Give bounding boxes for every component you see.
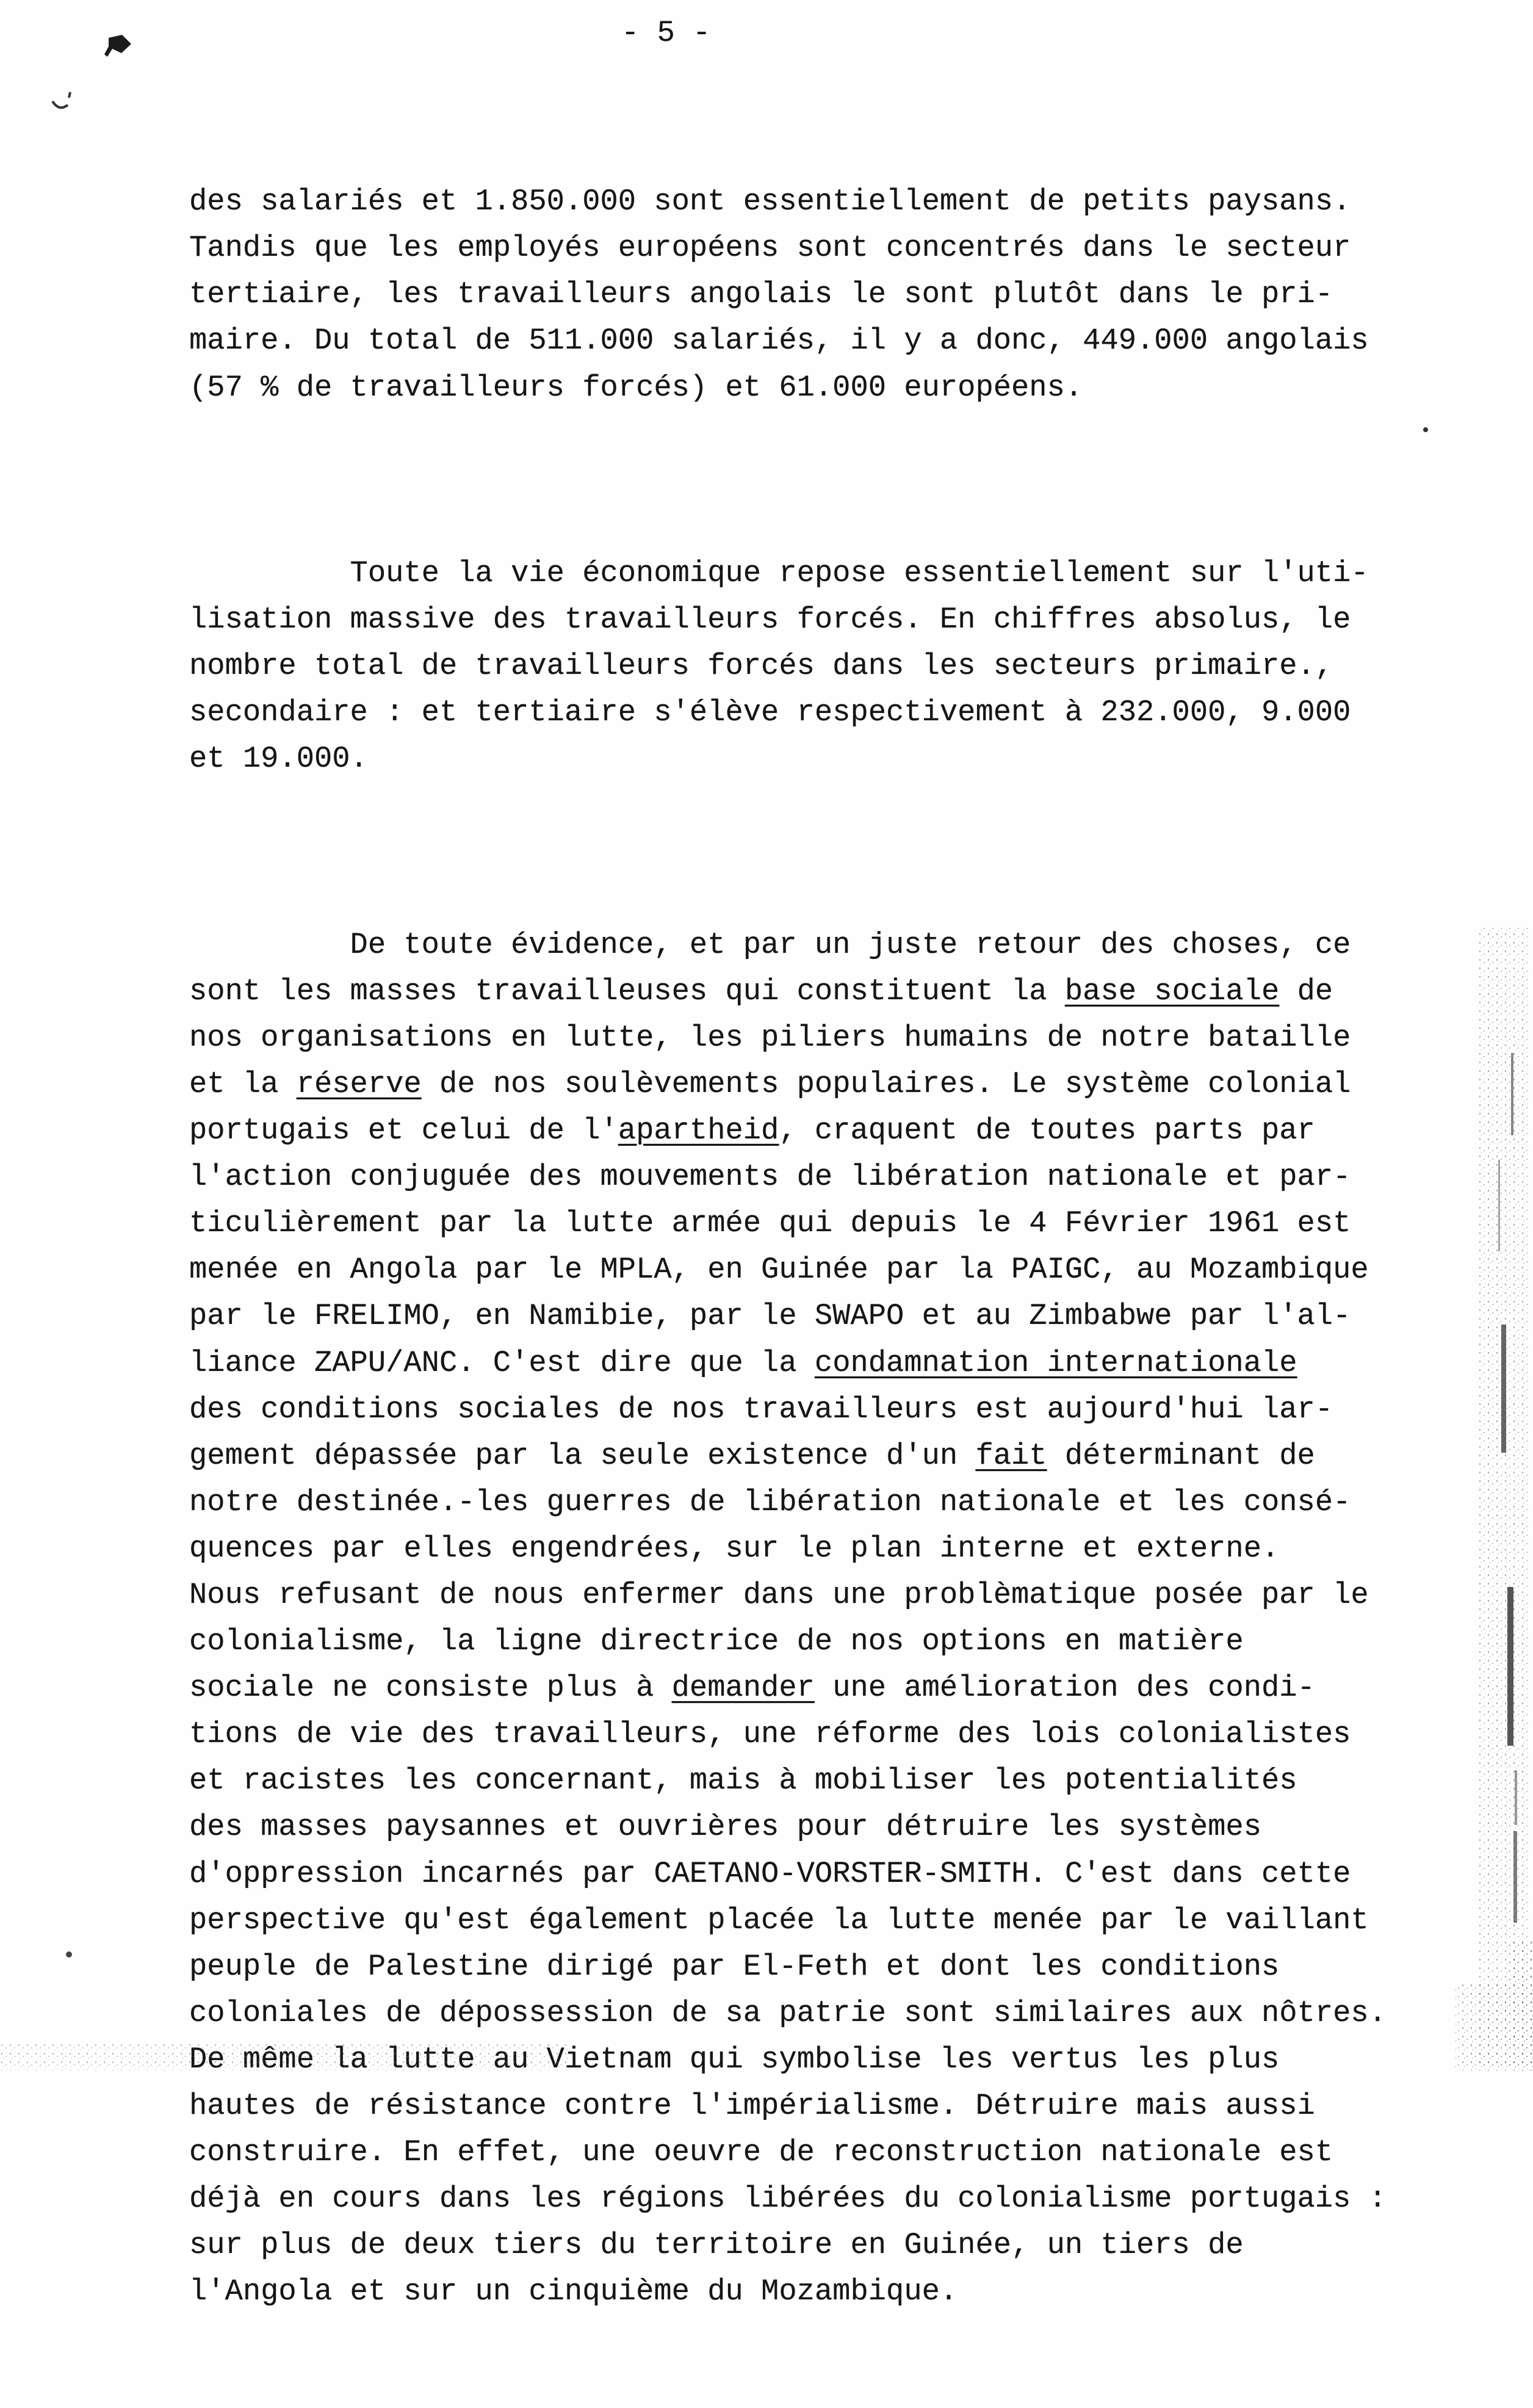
text-line [189, 1525, 1471, 1572]
text-segment: secondaire : et tertiaire s'élève respectivement à 232.000, 9.000 [189, 695, 1351, 730]
text-line [189, 1757, 1471, 1804]
text-segment: Tandis que les employés européens sont concentrés dans le secteur [189, 231, 1351, 266]
text-line [189, 271, 1471, 317]
text-segment: gement dépassée par la seule existence d'un [189, 1438, 976, 1473]
text-line [189, 1107, 1471, 1154]
text-segment: nos organisations en lutte, les piliers humains de notre bataille [189, 1020, 1351, 1055]
ink-curl-mark [52, 92, 70, 107]
text-line [189, 2036, 1471, 2083]
text-line [189, 736, 1471, 782]
text-segment: De toute évidence, et par un juste retour des choses, ce [350, 927, 1351, 962]
text-line [189, 550, 1471, 596]
text-line [189, 1061, 1471, 1107]
text-segment: (57 % de travailleurs forcés) et 61.000 européens. [189, 370, 1083, 405]
text-line [189, 317, 1471, 364]
text-line [189, 2175, 1471, 2222]
text-line [189, 922, 1471, 968]
text-segment: nombre total de travailleurs forcés dans les secteurs primaire., [189, 649, 1333, 684]
text-segment: des salariés et 1.850.000 sont essentiellement de petits paysans. [189, 184, 1351, 219]
text-line [189, 1154, 1471, 1200]
text-line [189, 1804, 1471, 1850]
text-segment: tions de vie des travailleurs, une réforme des lois colonialistes [189, 1717, 1351, 1752]
text-segment: liance ZAPU/ANC. C'est dire que la [189, 1345, 815, 1380]
text-line [189, 1200, 1471, 1246]
text-segment: sont les masses travailleuses qui constituent la [189, 974, 1065, 1008]
text-segment: menée en Angola par le MPLA, en Guinée par la PAIGC, au Mozambique [189, 1253, 1369, 1287]
paragraph [189, 922, 1471, 2315]
text-line [189, 643, 1471, 689]
text-segment: portugais et celui de l' [189, 1113, 618, 1148]
text-segment: d'oppression incarnés par CAETANO-VORSTER-SMITH. C'est dans cette [189, 1856, 1351, 1891]
text-segment: maire. Du total de 511.000 salariés, il y a donc, 449.000 angolais [189, 324, 1369, 358]
paragraph [189, 550, 1471, 782]
text-line [189, 2268, 1471, 2315]
text-segment: de [1279, 974, 1333, 1008]
text-segment: tertiaire, les travailleurs angolais le sont plutôt dans le pri- [189, 277, 1333, 312]
text-line [189, 968, 1471, 1014]
text-segment: et la [189, 1066, 297, 1101]
text-segment: coloniales de dépossession de sa patrie sont similaires aux nôtres. [189, 1995, 1387, 2030]
text-segment: notre destinée.-les guerres de libération nationale et les consé- [189, 1484, 1351, 1519]
text-line [189, 2222, 1471, 2268]
text-segment: ticulièrement par la lutte armée qui depuis le 4 Février 1961 est [189, 1206, 1351, 1241]
text-line [189, 1851, 1471, 1897]
text-line [189, 596, 1471, 643]
text-line [189, 1897, 1471, 1943]
text-segment: par le FRELIMO, en Namibie, par le SWAPO et au Zimbabwe par l'al- [189, 1299, 1351, 1334]
text-line [189, 1386, 1471, 1433]
text-segment: colonialisme, la ligne directrice de nos options en matière [189, 1624, 1244, 1659]
text-segment: l'action conjuguée des mouvements de libération nationale et par- [189, 1160, 1351, 1195]
text-line [189, 1340, 1471, 1386]
text-segment: et racistes les concernant, mais à mobiliser les potentialités [189, 1763, 1297, 1798]
text-line [189, 1479, 1471, 1525]
text-segment: peuple de Palestine dirigé par El-Feth et dont les conditions [189, 1949, 1280, 1984]
underlined-text: demander [671, 1671, 815, 1705]
text-segment: des masses paysannes et ouvrières pour détruire les systèmes [189, 1810, 1261, 1845]
text-segment: quences par elles engendrées, sur le plan interne et externe. [189, 1531, 1280, 1566]
ink-dot [66, 1951, 72, 1958]
text-line [189, 1618, 1471, 1665]
text-line [189, 689, 1471, 736]
text-line [189, 1990, 1471, 2036]
text-segment: et 19.000. [189, 742, 368, 776]
underlined-text: réserve [296, 1066, 422, 1101]
text-line [189, 2129, 1471, 2175]
text-line [189, 1572, 1471, 1618]
text-segment: De même la lutte au Vietnam qui symbolise les vertus les plus [189, 2042, 1280, 2077]
text-segment: lisation massive des travailleurs forcés. En chiffres absolus, le [189, 602, 1351, 637]
text-line [189, 1943, 1471, 1990]
paragraph-continued [189, 178, 1471, 410]
text-segment: hautes de résistance contre l'impérialisme. Détruire mais aussi [189, 2089, 1315, 2124]
text-segment: des conditions sociales de nos travailleurs est aujourd'hui lar- [189, 1392, 1333, 1426]
text-segment: perspective qu'est également placée la lutte menée par le vaillant [189, 1903, 1369, 1937]
text-line [189, 1246, 1471, 1293]
text-segment: déjà en cours dans les régions libérées du colonialisme portugais : [189, 2182, 1387, 2216]
text-segment: Toute la vie économique repose essentiellement sur l'uti- [350, 555, 1369, 590]
text-line [189, 364, 1471, 411]
underlined-text: apartheid [618, 1113, 779, 1148]
text-segment: sur plus de deux tiers du territoire en Guinée, un tiers de [189, 2228, 1244, 2263]
page-number: - 5 - [621, 16, 711, 50]
text-line [189, 1293, 1471, 1339]
text-line [189, 225, 1471, 271]
text-line [189, 1433, 1471, 1479]
text-line [189, 1014, 1471, 1061]
document-body [189, 85, 1471, 2408]
scan-noise-right-edge [1477, 928, 1532, 2070]
text-segment: Nous refusant de nous enfermer dans une problèmatique posée par le [189, 1578, 1369, 1612]
text-line [189, 2083, 1471, 2129]
text-segment: sociale ne consiste plus à [189, 1671, 672, 1705]
ink-bullet-mark [104, 35, 131, 57]
text-segment: une amélioration des condi- [814, 1671, 1315, 1705]
text-segment: , craquent de toutes parts par [779, 1113, 1315, 1148]
underlined-text: condamnation internationale [814, 1345, 1297, 1380]
text-segment: l'Angola et sur un cinquième du Mozambique. [189, 2274, 958, 2309]
text-segment: déterminant de [1047, 1438, 1315, 1473]
text-segment: construire. En effet, une oeuvre de reconstruction nationale est [189, 2135, 1333, 2170]
text-line [189, 1711, 1471, 1757]
underlined-text: fait [975, 1438, 1047, 1473]
text-line [189, 178, 1471, 225]
text-segment: de nos soulèvements populaires. Le système colonial [421, 1066, 1351, 1101]
text-line [189, 1665, 1471, 1711]
underlined-text: base sociale [1064, 974, 1280, 1008]
